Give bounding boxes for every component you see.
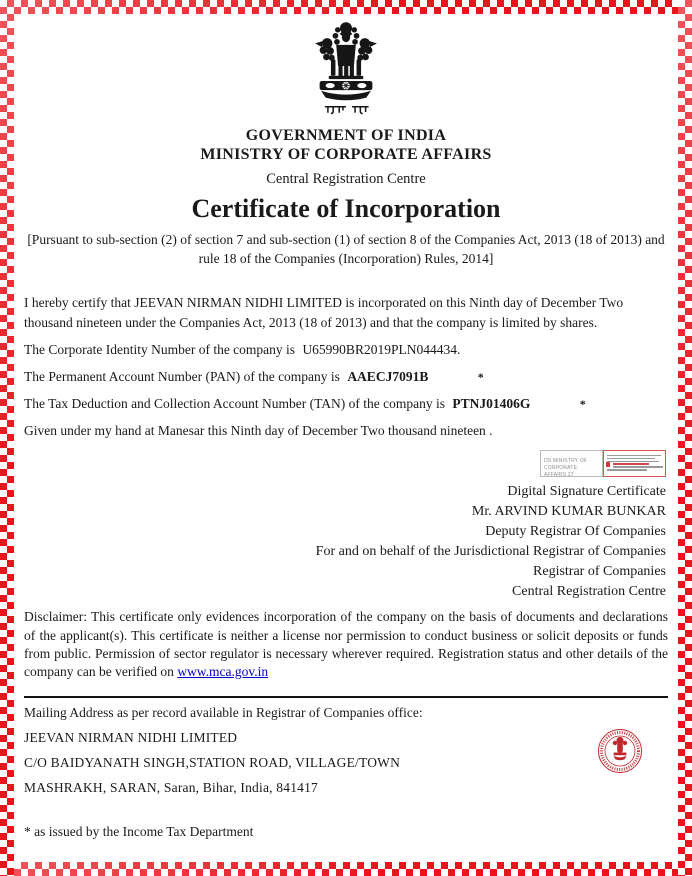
checkered-border-right <box>678 0 692 876</box>
disclaimer-paragraph <box>24 608 668 681</box>
divider-line <box>24 696 668 699</box>
pan-asterisk: * <box>477 369 484 384</box>
disclaimer-text: Disclaimer: This certificate only evidences incorporation of the company on the basis of documents and declarations of the applicant(s). This certificate is neither a license nor permission to conduct business or solicit deposits or funds from public. Permission of sector regulator is necessary wherever required. Registration status and other details of the company can be verified on <box>24 609 668 680</box>
pan-line <box>24 367 668 386</box>
tan-asterisk: * <box>579 397 586 412</box>
ministry-heading: MINISTRY OF CORPORATE AFFAIRS <box>200 146 492 164</box>
signature-block <box>24 482 666 601</box>
cin-line <box>24 340 668 359</box>
ds-stamp-details <box>603 450 666 477</box>
pan-label: The Permanent Account Number (PAN) of the company is <box>24 368 340 384</box>
given-under-hand-line: Given under my hand at Manesar this Ninth day of December Two thousand nineteen . <box>24 423 493 439</box>
signature-line-certificate: Digital Signature Certificate <box>507 484 666 500</box>
ds-stamp-authority: DS MINISTRY OF CORPORATE AFFAIRS 27 <box>540 450 603 477</box>
mailing-section <box>24 705 668 796</box>
pursuant-text: [Pursuant to sub-section (2) of section 7 and sub-section (1) of section 8 of the Companies Act, 2013 (18 of 2013) and rule 18 of the Companies (Incorporation) Rules, 2014] <box>27 231 665 266</box>
mailing-company-name: JEEVAN NIRMAN NIDHI LIMITED <box>24 730 238 746</box>
digital-signature-stamp <box>540 450 666 477</box>
signature-line-on-behalf: For and on behalf of the Jurisdictional Registrar of Companies <box>315 544 666 560</box>
certify-paragraph: I hereby certify that JEEVAN NIRMAN NIDHI LIMITED is incorporated on this Ninth day of December Two thousand nineteen under the Companies Act, 2013 (18 of 2013) and that the company is limited by shares. <box>24 295 624 330</box>
ds-stamp-row <box>24 450 666 477</box>
signature-line-registrar: Registrar of Companies <box>533 564 666 580</box>
registration-centre-heading: Central Registration Centre <box>266 171 426 188</box>
signature-line-centre: Central Registration Centre <box>512 584 666 600</box>
footnote: * as issued by the Income Tax Department <box>24 824 254 840</box>
mca-link[interactable]: www.mca.gov.in <box>177 664 269 680</box>
signature-line-designation: Deputy Registrar Of Companies <box>485 524 666 540</box>
government-heading: GOVERNMENT OF INDIA <box>245 127 447 144</box>
checkered-border-top <box>0 0 692 14</box>
emblem-container <box>24 20 668 118</box>
signature-line-name: Mr. ARVIND KUMAR BUNKAR <box>471 504 666 520</box>
checkered-border-bottom <box>0 862 692 876</box>
pan-value: AAECJ7091B <box>347 368 429 384</box>
national-emblem-icon <box>308 20 384 118</box>
emblem-motto <box>384 20 385 21</box>
cin-label: The Corporate Identity Number of the company is <box>24 341 296 357</box>
registrar-seal-icon <box>596 727 644 775</box>
tan-value: PTNJ01406G <box>452 396 531 412</box>
mailing-address-line-1: C/O BAIDYANATH SINGH,STATION ROAD, VILLAGE/TOWN <box>24 755 401 771</box>
certificate-content <box>14 14 678 862</box>
certificate-title: Certificate of Incorporation <box>191 193 501 223</box>
ds-stamp-red-mark <box>606 462 610 467</box>
mailing-address-line-2: MASHRAKH, SARAN, Saran, Bihar, India, 841417 <box>24 780 319 796</box>
cin-value: U65990BR2019PLN044434. <box>302 341 461 357</box>
checkered-border-left <box>0 0 14 876</box>
tan-label: The Tax Deduction and Collection Account Number (TAN) of the company is <box>24 396 445 412</box>
mailing-heading: Mailing Address as per record available in Registrar of Companies office: <box>24 705 423 721</box>
tan-line <box>24 394 668 413</box>
